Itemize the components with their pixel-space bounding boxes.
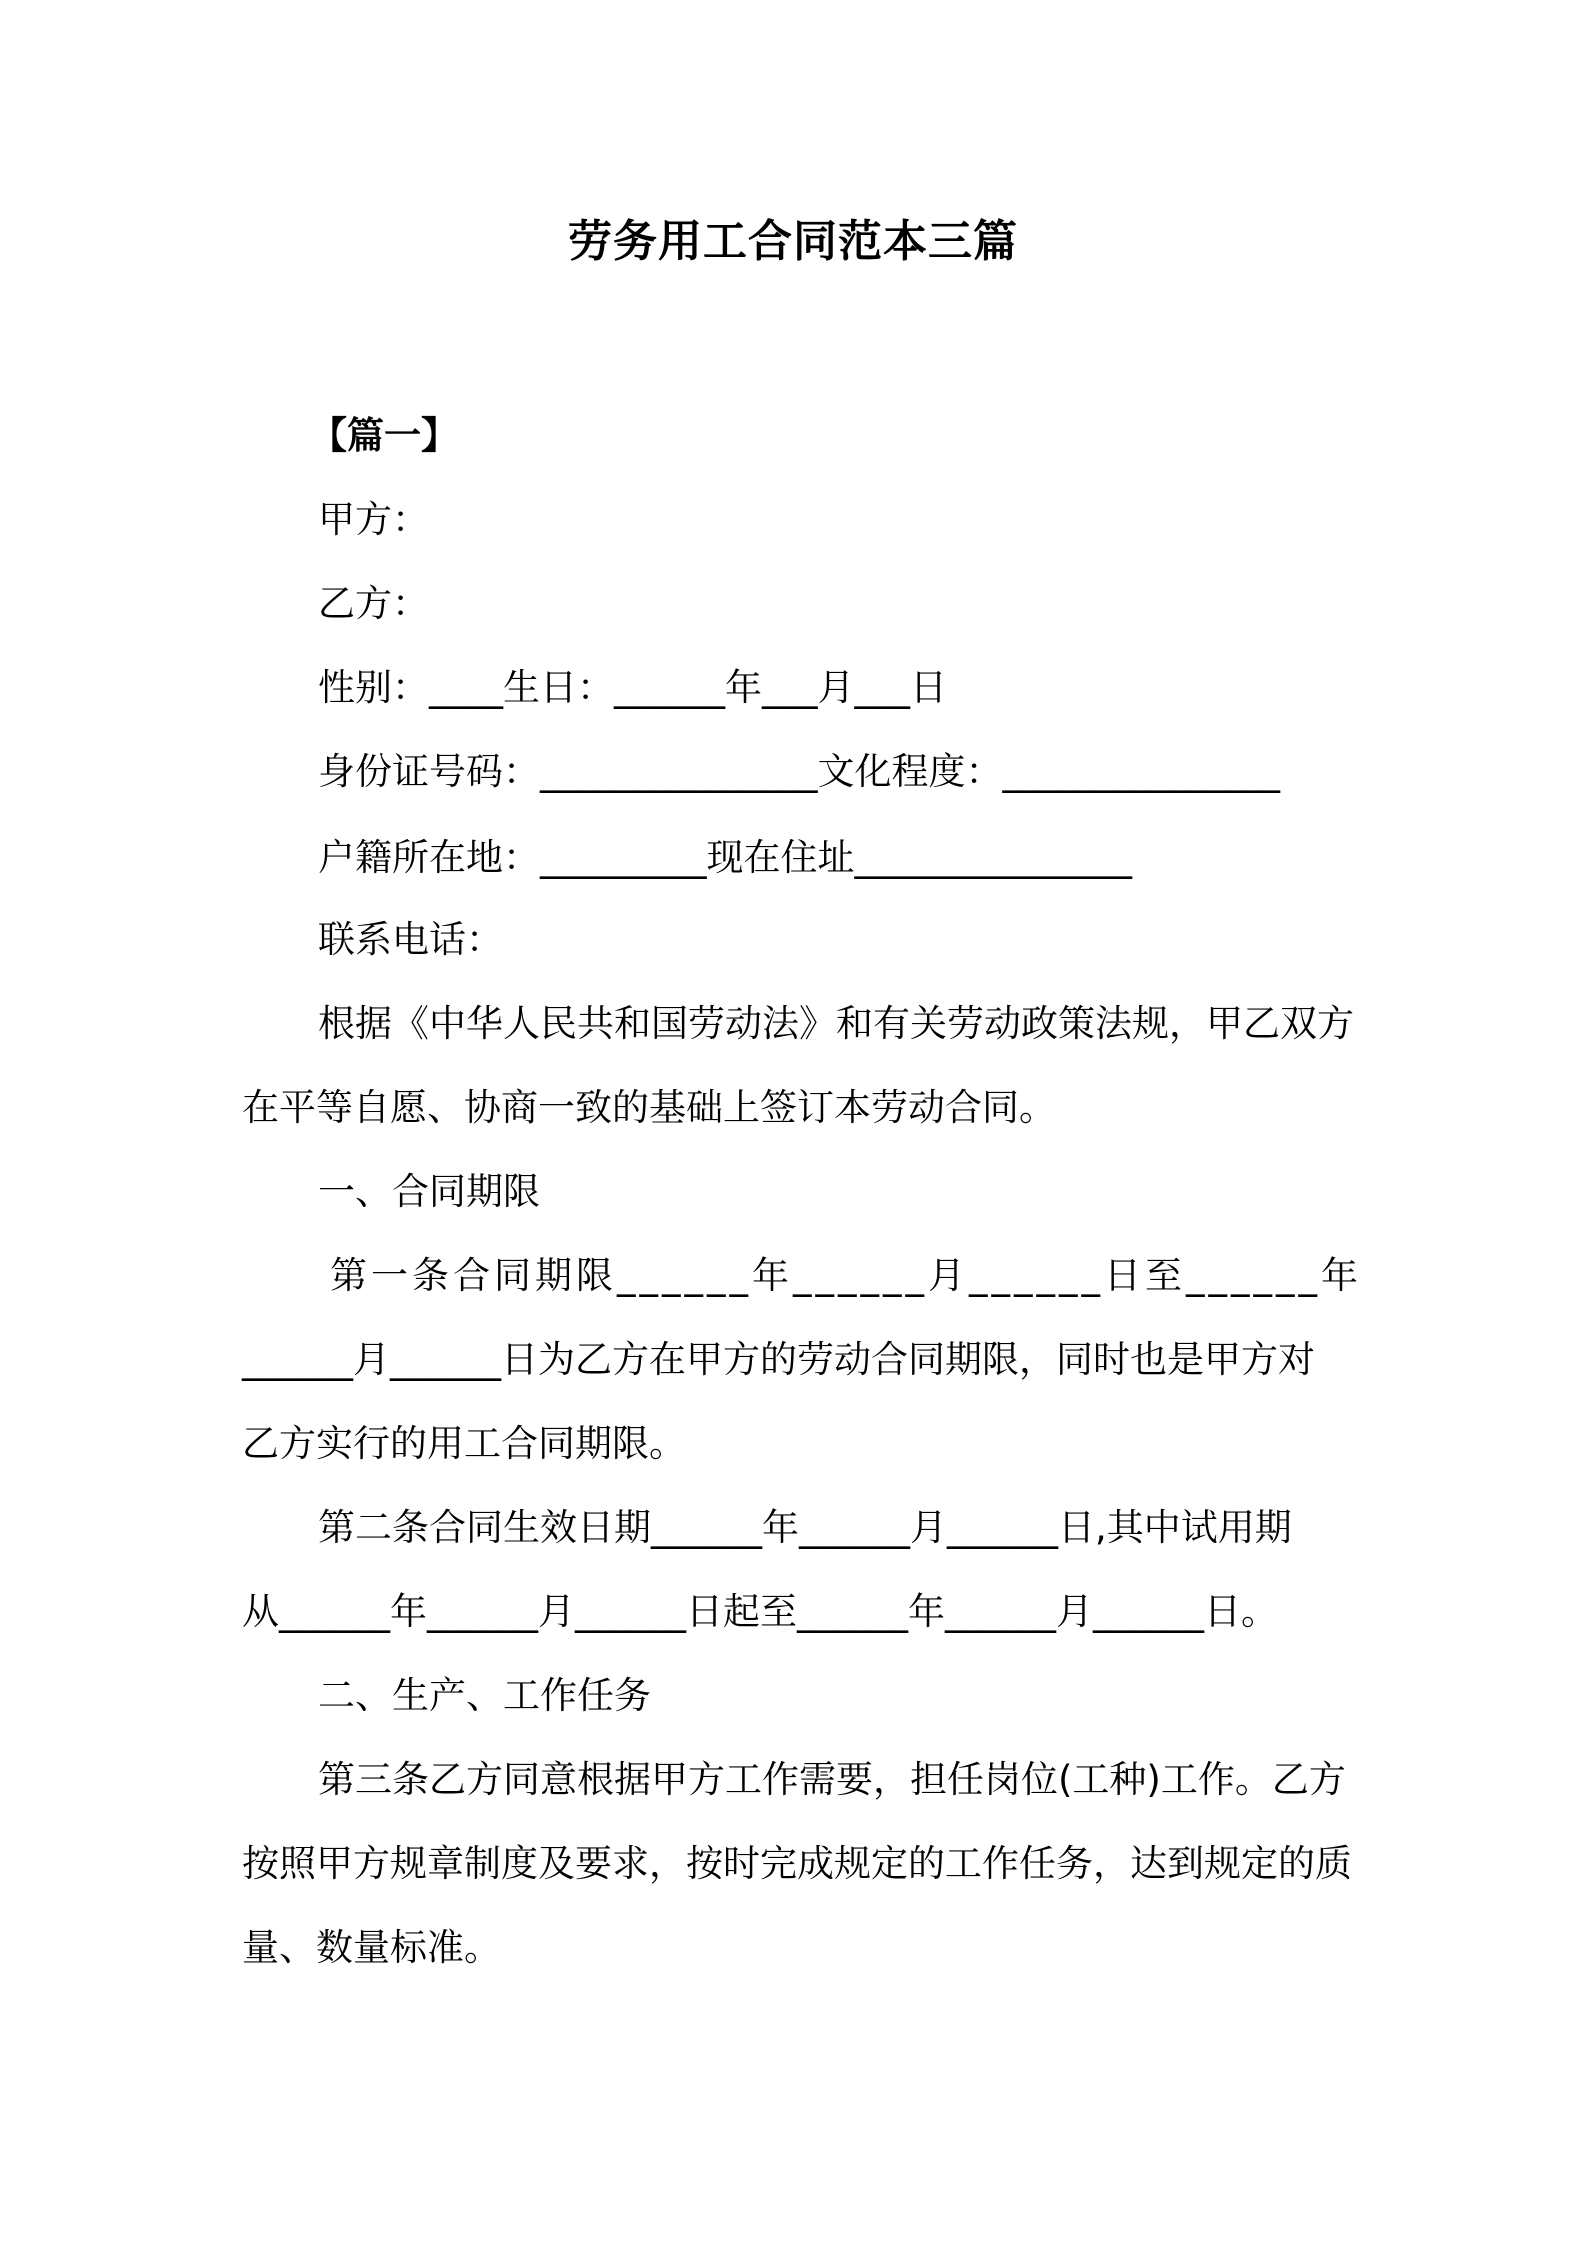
party-a-label: 甲方： xyxy=(318,498,429,541)
id-education-line: 身份证号码：_______________文化程度：_______________ xyxy=(318,750,1280,793)
preamble-paragraph-line: 在平等自愿、协商一致的基础上签订本劳动合同。 xyxy=(242,1086,1056,1129)
article-one-line: 第一条合同期限______年______月______日至______年 xyxy=(330,1254,1362,1297)
party-b-label: 乙方： xyxy=(318,582,429,625)
article-three-line: 量、数量标准。 xyxy=(242,1926,501,1969)
preamble-paragraph-line: 根据《中华人民共和国劳动法》和有关劳动政策法规，甲乙双方 xyxy=(318,1002,1354,1045)
article-one-line: ______月______日为乙方在甲方的劳动合同期限，同时也是甲方对 xyxy=(242,1338,1315,1381)
article-three-line: 第三条乙方同意根据甲方工作需要，担任岗位(工种)工作。乙方 xyxy=(318,1758,1346,1801)
document-title: 劳务用工合同范本三篇 xyxy=(568,216,1018,267)
section-heading-work-tasks: 二、生产、工作任务 xyxy=(318,1674,651,1717)
article-one-line: 乙方实行的用工合同期限。 xyxy=(242,1422,686,1465)
article-three-line: 按照甲方规章制度及要求，按时完成规定的工作任务，达到规定的质 xyxy=(242,1842,1352,1885)
section-heading-contract-term: 一、合同期限 xyxy=(318,1170,540,1213)
article-two-line: 第二条合同生效日期______年______月______日,其中试用期 xyxy=(318,1506,1292,1549)
section-heading-part-one: 【篇一】 xyxy=(310,414,458,457)
phone-label: 联系电话： xyxy=(318,918,503,961)
residence-address-line: 户籍所在地：_________现在住址_______________ xyxy=(318,836,1132,879)
article-two-line: 从______年______月______日起至______年______月______日。 xyxy=(242,1590,1278,1633)
gender-birthday-line: 性别：____生日：______年___月___日 xyxy=(318,666,947,709)
